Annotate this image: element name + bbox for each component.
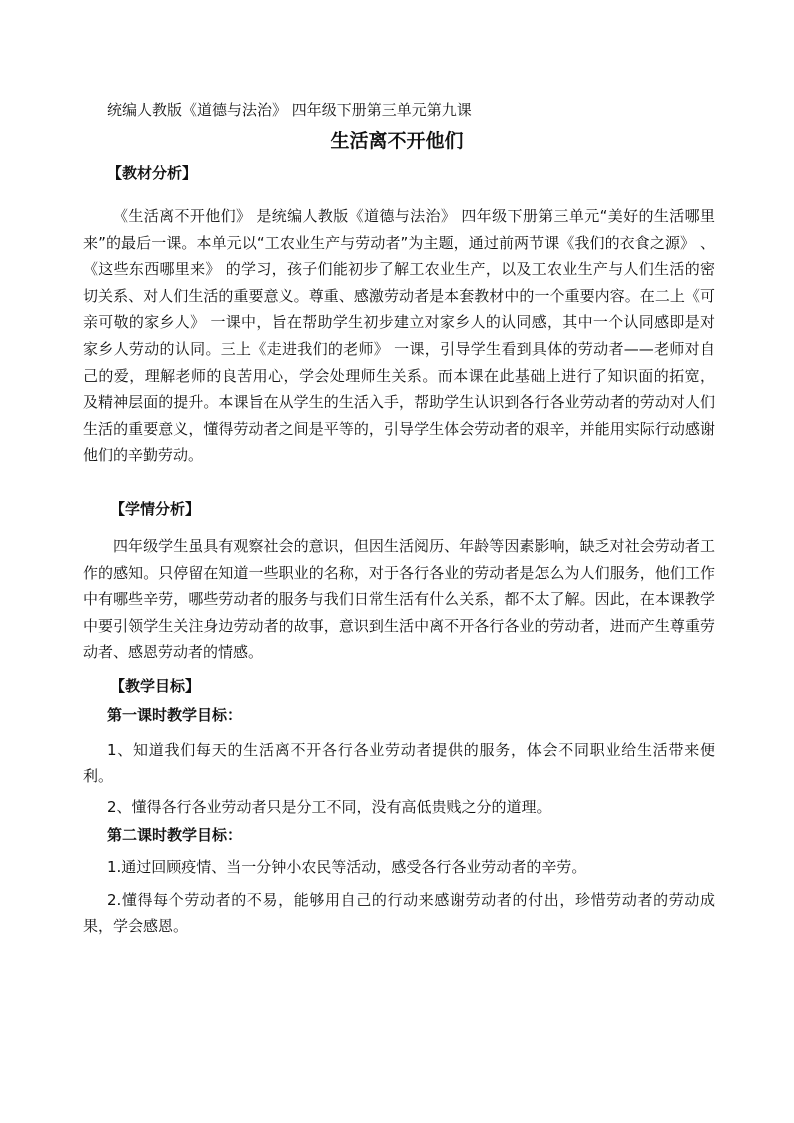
- paragraph-learner-analysis: 四年级学生虽具有观察社会的意识，但因生活阅历、年龄等因素影响，缺乏对社会劳动者工作的感知。只停留在知道一些职业的名称，对于各行各业的劳动者是怎么为人们服务，他们工作中有哪些辛劳，哪些劳动者的服务与我们日常生活有什么关系，都不太了解。因此，在本课教学中要引领学生关注身边劳动者的故事，意识到生活中离不开各行各业的劳动者，进而产生尊重劳动者、感恩劳动者的情感。: [83, 537, 715, 662]
- list-item-lesson1-goal-1: 1、知道我们每天的生活离不开各行各业劳动者提供的服务，体会不同职业给生活带来便利。: [83, 741, 715, 785]
- list-item-lesson2-goal-1: 1.通过回顾疫情、当一分钟小农民等活动，感受各行各业劳动者的辛劳。: [107, 858, 587, 876]
- section-heading-textbook-analysis: 【教材分析】: [107, 164, 198, 182]
- list-item-lesson1-goal-2: 2、懂得各行各业劳动者只是分工不同，没有高低贵贱之分的道理。: [107, 798, 552, 816]
- subheading-lesson1-goals: 第一课时教学目标：: [107, 706, 243, 724]
- list-item-lesson2-goal-2: 2.懂得每个劳动者的不易，能够用自己的行动来感谢劳动者的付出，珍惜劳动者的劳动成果，学会感恩。: [83, 891, 715, 935]
- section-heading-teaching-goals: 【教学目标】: [110, 677, 201, 695]
- course-header-line: 统编人教版《道德与法治》 四年级下册第三单元第九课: [107, 101, 472, 119]
- page-title: 生活离不开他们: [330, 130, 464, 152]
- section-heading-learner-analysis: 【学情分析】: [110, 500, 201, 518]
- paragraph-textbook-analysis: 《生活离不开他们》 是统编人教版《道德与法治》 四年级下册第三单元“美好的生活哪里来”的最后一课。本单元以“工农业生产与劳动者”为主题，通过前两节课《我们的衣食之源》 、《这些东西哪里来》 的学习，孩子们能初步了解工农业生产，以及工农业生产与人们生活的密切关系、对人们生活的重要意义。尊重、感激劳动者是本套教材中的一个重要内容。在二上《可亲可敬的家乡人》 一课中，旨在帮助学生初步建立对家乡人的认同感，其中一个认同感即是对家乡人劳动的认同。三上《走进我们的老师》 一课，引导学生看到具体的劳动者——老师对自己的爱，理解老师的良苦用心，学会处理师生关系。而本课在此基础上进行了知识面的拓宽， 及精神层面的提升。本课旨在从学生的生活入手，帮助学生认识到各行各业劳动者的劳动对人们生活的重要意义，懂得劳动者之间是平等的，引导学生体会劳动者的艰辛，并能用实际行动感谢他们的辛勤劳动。: [83, 207, 715, 465]
- subheading-lesson2-goals: 第二课时教学目标：: [107, 826, 243, 844]
